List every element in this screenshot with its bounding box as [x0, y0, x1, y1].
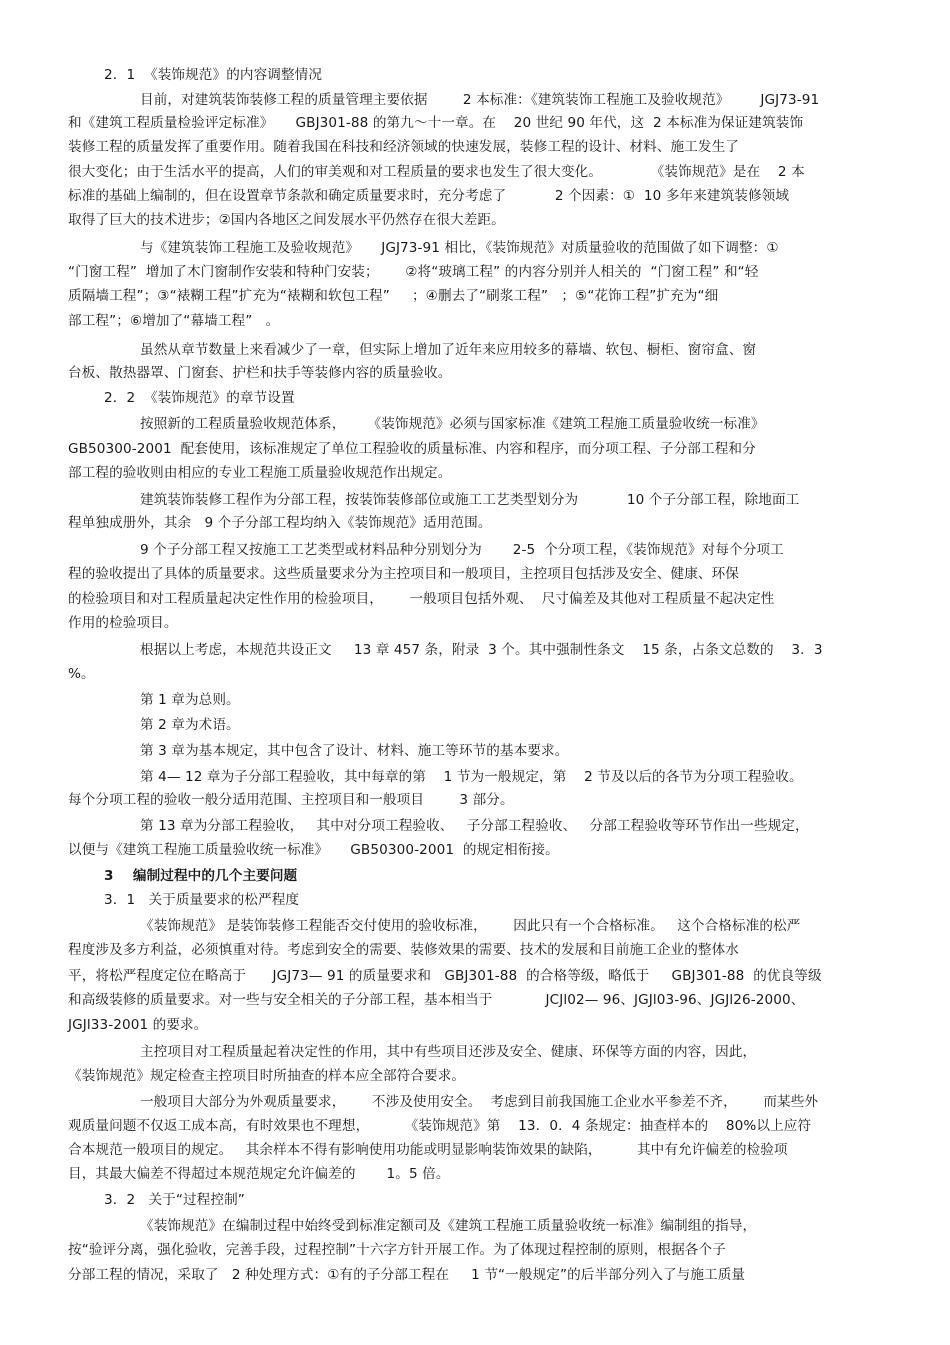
- paragraph-line: 目前，对建筑装饰装修工程的质量管理主要依据 2 本标准：《建筑装饰工程施工及验收规范》 JGJ73-91: [140, 92, 820, 108]
- paragraph-line: 和《建筑工程质量检验评定标准》 GBJ301-88 的第九～十一章。在 20 世纪 90 年代，这 2 本标准为保证建筑装饰: [68, 115, 804, 131]
- paragraph-line: 与《建筑装饰工程施工及验收规范》 JGJ73-91 相比，《装饰规范》对质量验收的范围做了如下调整：①: [140, 240, 779, 256]
- paragraph-line: 建筑装饰装修工程作为分部工程，按装饰装修部位或施工工艺类型划分为 10 个子分部工程，除地面工: [140, 492, 800, 508]
- paragraph-line: 部工程”；⑥增加了“幕墙工程” 。: [68, 313, 280, 329]
- paragraph-line: 平，将松严程度定位在略高于 JGJ73— 91 的质量要求和 GBJ301-88 的合格等级，略低于 GBJ301-88 的优良等级: [68, 968, 822, 984]
- section-heading-3-2: 3．2 关于“过程控制”: [104, 1192, 245, 1208]
- chapter-line: 第 2 章为术语。: [140, 717, 240, 733]
- chapter-line: 第 4— 12 章为子分部工程验收，其中每章的第 1 节为一般规定，第 2 节及以后的各节为分项工程验收。: [140, 769, 803, 785]
- paragraph-line: 很大变化；由于生活水平的提高，人们的审美观和对工程质量的要求也发生了很大变化。 《装饰规范》是在 2 本: [68, 164, 805, 180]
- section-heading-3-1: 3．1 关于质量要求的松严程度: [104, 892, 300, 908]
- paragraph-line: 程单独成册外，其余 9 个子分部工程均纳入《装饰规范》适用范围。: [68, 515, 492, 531]
- paragraph-line: 《装饰规范》规定检查主控项目时所抽查的样本应全部符合要求。: [68, 1068, 466, 1084]
- paragraph-line: 合本规范一般项目的规定。 其余样本不得有影响使用功能或明显影响装饰效果的缺陷， 其中有允许偏差的检验项: [68, 1142, 788, 1158]
- paragraph-line: 根据以上考虑，本规范共设正文 13 章 457 条，附录 3 个。其中强制性条文 15 条，占条文总数的 3．3: [140, 642, 823, 658]
- paragraph-line: 作用的检验项目。: [68, 615, 178, 631]
- chapter-line: 第 1 章为总则。: [140, 692, 240, 708]
- chapter-line: 第 13 章为分部工程验收， 其中对分项工程验收、 子分部工程验收、 分部工程验收等环节作出一些规定，: [140, 818, 809, 834]
- paragraph-line: 《装饰规范》在编制过程中始终受到标准定额司及《建筑工程施工质量验收统一标准》编制组的指导，: [140, 1218, 757, 1234]
- paragraph-line: 以便与《建筑工程施工质量验收统一标准》 GB50300-2001 的规定相衔接。: [68, 842, 559, 858]
- paragraph-line: 虽然从章节数量上来看减少了一章，但实际上增加了近年来应用较多的幕墙、软包、橱柜、窗帘盒、窗: [140, 342, 757, 358]
- paragraph-line: 取得了巨大的技术进步；②国内各地区之间发展水平仍然存在很大差距。: [68, 212, 505, 228]
- paragraph-line: 装修工程的质量发挥了重要作用。随着我国在科技和经济领域的快速发展，装修工程的设计、材料、施工发生了: [68, 139, 739, 155]
- paragraph-line: 台板、散热器罩、门窗套、护栏和扶手等装修内容的质量验收。: [68, 365, 452, 381]
- section-heading-2-1: 2．1 《装饰规范》的内容调整情况: [104, 67, 323, 83]
- paragraph-line: 程度涉及多方利益，必须慎重对待。考虑到安全的需要、装修效果的需要、技术的发展和目前施工企业的整体水: [68, 942, 739, 958]
- paragraph-line: 9 个子分部工程又按施工工艺类型或材料品种分别划分为 2-5 个分项工程，《装饰规范》对每个分项工: [140, 542, 784, 558]
- paragraph-line: 《装饰规范》 是装饰装修工程能否交付使用的验收标准， 因此只有一个合格标准。 这个合格标准的松严: [140, 918, 801, 934]
- paragraph-line: 观质量问题不仅返工成本高，有时效果也不理想， 《装饰规范》第 13．0．4 条规定：抽查样本的 80%以上应符: [68, 1118, 812, 1134]
- paragraph-line: 主控项目对工程质量起着决定性的作用，其中有些项目还涉及安全、健康、环保等方面的内容，因此，: [140, 1044, 757, 1060]
- paragraph-line: 程的验收提出了具体的质量要求。这些质量要求分为主控项目和一般项目，主控项目包括涉及安全、健康、环保: [68, 566, 739, 582]
- paragraph-line: 标准的基础上编制的，但在设置章节条款和确定质量要求时，充分考虑了 2 个因素：① 10 多年来建筑装修领域: [68, 188, 790, 204]
- paragraph-line: “门窗工程” 增加了木门窗制作安装和特种门安装； ②将“玻璃工程” 的内容分别并人相关的 “门窗工程” 和“轻: [68, 264, 759, 280]
- paragraph-line: 按照新的工程质量验收规范体系， 《装饰规范》必须与国家标准《建筑工程施工质量验收统一标准》: [140, 416, 765, 432]
- section-heading-2-2: 2．2 《装饰规范》的章节设置: [104, 390, 295, 406]
- paragraph-line: GB50300-2001 配套使用，该标准规定了单位工程验收的质量标准、内容和程序，而分项工程、子分部工程和分: [68, 441, 756, 457]
- paragraph-line: 分部工程的情况，采取了 2 种处理方式：①有的子分部工程在 1 节“一般规定”的后半部分列入了与施工质量: [68, 1267, 746, 1283]
- paragraph-line: 每个分项工程的验收一般分适用范围、主控项目和一般项目 3 部分。: [68, 792, 514, 808]
- paragraph-line: JGJl33-2001 的要求。: [68, 1017, 208, 1033]
- paragraph-line: 部工程的验收则由相应的专业工程施工质量验收规范作出规定。: [68, 465, 452, 481]
- paragraph-line: %。: [68, 666, 95, 682]
- section-heading-3: 3 编制过程中的几个主要问题: [104, 868, 298, 884]
- paragraph-line: 目，其最大偏差不得超过本规范规定允许偏差的 1。5 倍。: [68, 1166, 450, 1182]
- paragraph-line: 质隔墙工程”；③“裱糊工程”扩充为“裱糊和软包工程” ；④删去了“刷浆工程” ；⑤“花饰工程”扩充为“细: [68, 288, 719, 304]
- paragraph-line: 和高级装修的质量要求。对一些与安全相关的子分部工程，基本相当于 JCJl02— 96、JGJl03-96、JGJl26-2000、: [68, 992, 805, 1008]
- paragraph-line: 按“验评分离，强化验收，完善手段，过程控制”十六字方针开展工作。为了体现过程控制的原则，根据各个子: [68, 1242, 726, 1258]
- paragraph-line: 一般项目大部分为外观质量要求， 不涉及使用安全。 考虑到目前我国施工企业水平参差不齐， 而某些外: [140, 1094, 819, 1110]
- paragraph-line: 的检验项目和对工程质量起决定性作用的检验项目， 一般项目包括外观、 尺寸偏差及其他对工程质量不起决定性: [68, 591, 775, 607]
- chapter-line: 第 3 章为基本规定，其中包含了设计、材料、施工等环节的基本要求。: [140, 743, 569, 759]
